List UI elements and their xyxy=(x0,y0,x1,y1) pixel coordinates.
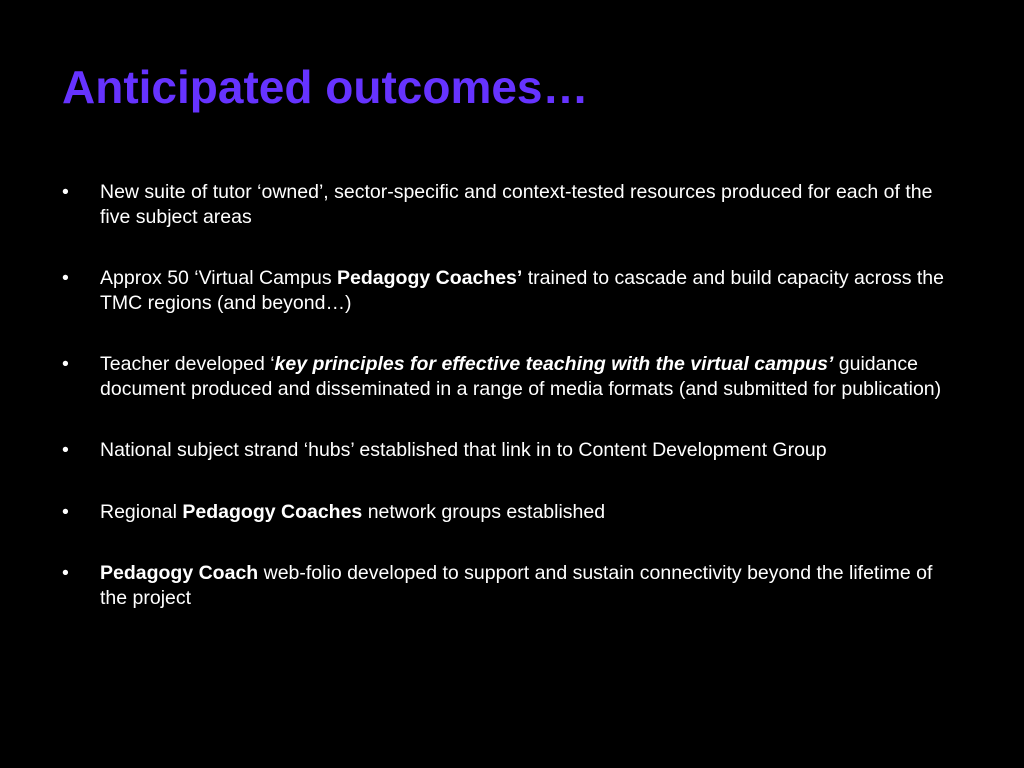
bullet-text-bold: Pedagogy Coach xyxy=(100,562,259,584)
slide-title: Anticipated outcomes… xyxy=(62,61,589,113)
bullet-dot-icon: • xyxy=(62,500,69,523)
bullet-text: Teacher developed ‘ xyxy=(100,353,275,375)
bullet-text: Approx 50 ‘Virtual Campus xyxy=(100,267,338,289)
bullet-item-web-folio xyxy=(62,561,962,610)
bullet-text: trained to cascade and build capacity across the TMC regions (and beyond…) xyxy=(100,267,944,314)
bullet-text-bold: Pedagogy Coaches’ xyxy=(337,267,523,289)
bullet-text: National subject strand ‘hubs’ established that link in to Content Development Group xyxy=(100,439,827,461)
bullet-text-bold: Pedagogy Coaches xyxy=(182,500,363,523)
bullet-item-regional-groups xyxy=(62,500,962,525)
bullet-dot-icon: • xyxy=(62,439,69,461)
bullet-text: network groups established xyxy=(362,500,606,523)
bullet-text-bold-italic: key principles for effective teaching with the virtual campus’ xyxy=(274,353,834,375)
bullet-text: Regional xyxy=(100,500,183,523)
bullet-item-coaches xyxy=(62,266,962,315)
bullet-list xyxy=(62,180,962,647)
bullet-dot-icon: • xyxy=(62,353,69,375)
bullet-text: web-folio developed to support and sustain connectivity beyond the lifetime of the project xyxy=(100,562,933,609)
bullet-text: New suite of tutor ‘owned’, sector-specific and context-tested resources produced for each of the five subject areas xyxy=(100,181,933,228)
bullet-item-key-principles xyxy=(62,352,962,401)
bullet-item-hubs xyxy=(62,438,962,463)
bullet-dot-icon: • xyxy=(62,181,69,203)
bullet-text: guidance document produced and disseminated in a range of media formats (and submitted for publication) xyxy=(100,353,942,400)
bullet-dot-icon: • xyxy=(62,267,69,289)
bullet-dot-icon: • xyxy=(62,562,69,584)
bullet-item-resources xyxy=(62,180,962,229)
